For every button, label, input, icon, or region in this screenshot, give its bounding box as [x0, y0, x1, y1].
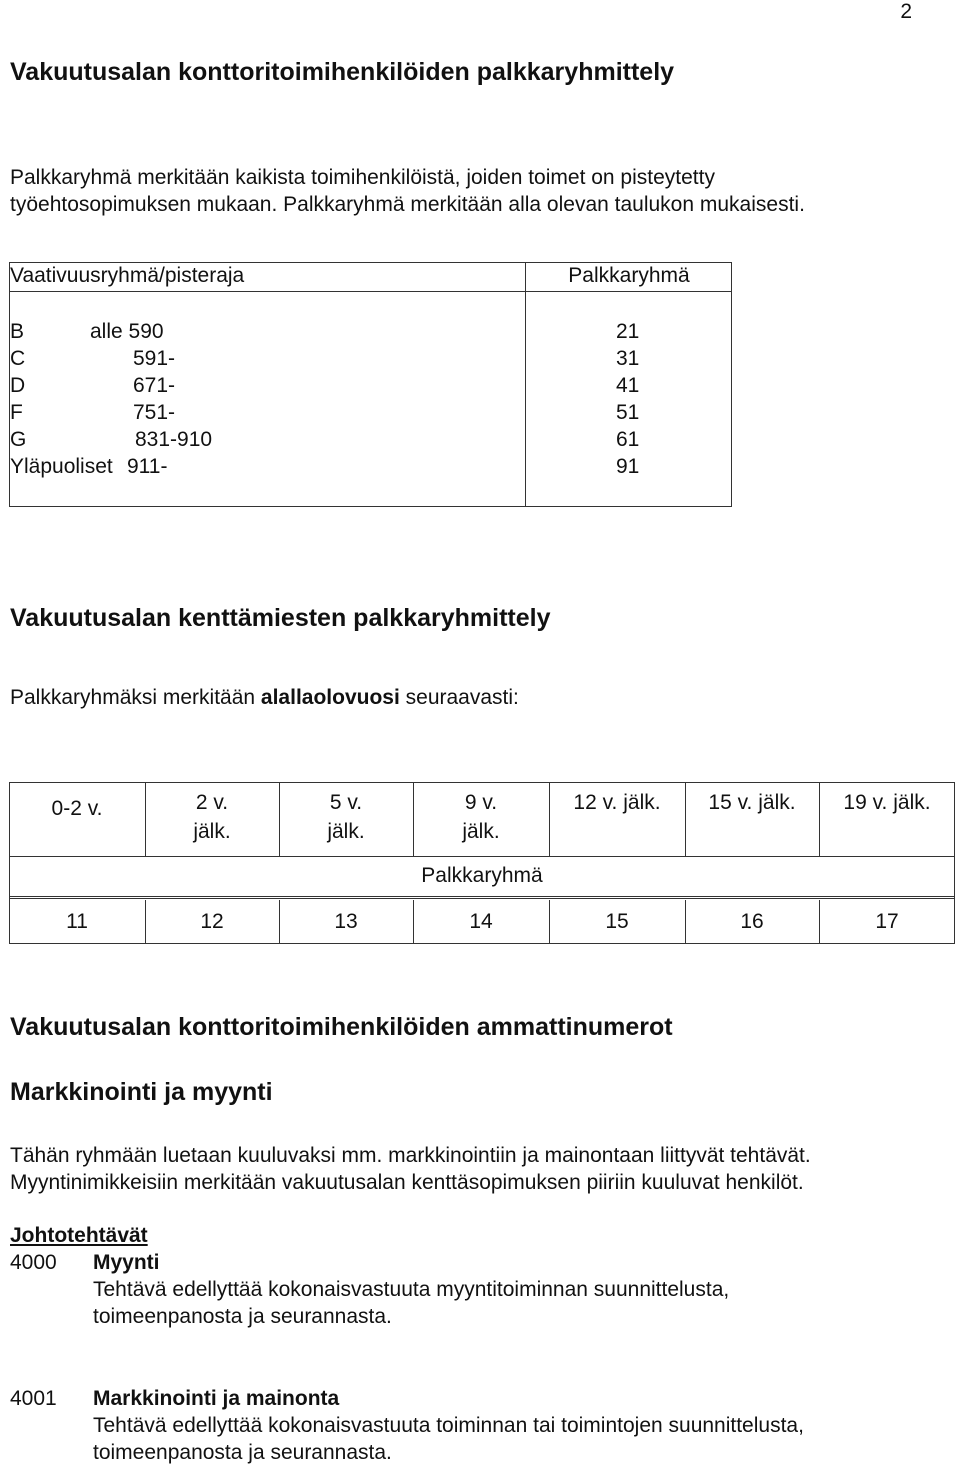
table-header-rule: [10, 291, 731, 292]
description-line: Tähän ryhmään luetaan kuuluvaksi mm. markkinointiin ja mainontaan liittyvät tehtävät.: [10, 1144, 811, 1167]
value-cell: 14: [469, 910, 493, 933]
value-cell: 15: [605, 910, 629, 933]
header-cell: [549, 788, 685, 862]
row-code: C: [10, 347, 26, 370]
row-code: D: [10, 374, 26, 397]
job-body: [93, 1385, 953, 1466]
intro-line: Palkkaryhmä merkitään kaikista toimihenkilöistä, joiden toimet on pisteytetty: [10, 166, 715, 189]
section-title-job-numbers: Vakuutusalan konttoritoimihenkilöiden ammattinumerot: [10, 1013, 673, 1041]
column-rule: [413, 782, 414, 856]
years-to-salary-group-table: [9, 782, 955, 944]
job-description-line: Tehtävä edellyttää kokonaisvastuuta myyntitoiminnan suunnittelusta,: [93, 1278, 730, 1301]
section-title-field-groups: Vakuutusalan kenttämiesten palkkaryhmittely: [10, 604, 551, 632]
header-line: 9 v.: [464, 791, 498, 814]
header-cell: [413, 788, 549, 862]
header-line: 5 v.: [329, 791, 363, 814]
points-to-salary-group-table: [9, 262, 732, 507]
header-line: 12 v. jälk.: [573, 791, 661, 814]
job-description-line: toimeenpanosta ja seurannasta.: [93, 1305, 392, 1328]
intro-bold-term: alallaolovuosi: [260, 686, 400, 709]
value-cell: 17: [875, 910, 899, 933]
job-number: 4000: [10, 1251, 57, 1274]
row-group: 91: [616, 455, 640, 478]
intro-text: Palkkaryhmäksi merkitään: [10, 686, 261, 709]
column-rule: [279, 782, 280, 856]
row-group: 41: [616, 374, 640, 397]
header-line: 15 v. jälk.: [708, 791, 796, 814]
job-description-line: Tehtävä edellyttää kokonaisvastuuta toiminnan tai toimintojen suunnittelusta,: [93, 1414, 804, 1437]
header-cell: [819, 788, 955, 862]
row-points: 671-: [133, 374, 176, 397]
job-title: Myynti: [93, 1251, 160, 1274]
value-cell: 16: [740, 910, 764, 933]
value-cell: 11: [66, 910, 88, 933]
intro-text: seuraavasti:: [399, 686, 519, 709]
header-line: jälk.: [193, 820, 231, 843]
value-cell: 13: [334, 910, 358, 933]
row-points: 911-: [127, 455, 168, 478]
header-cell: [685, 788, 819, 862]
row-group: 51: [616, 401, 640, 424]
row-points: 831-910: [135, 428, 213, 451]
table-divider: [525, 263, 526, 506]
column-rule: [819, 782, 820, 856]
header-line: jälk.: [462, 820, 500, 843]
header-salary-group: Palkkaryhmä: [568, 264, 690, 287]
column-rule: [685, 782, 686, 856]
job-title: Markkinointi ja mainonta: [93, 1387, 340, 1410]
job-number: 4001: [10, 1387, 57, 1410]
row-group: 21: [616, 320, 640, 343]
field-groups-intro: [10, 684, 519, 711]
row-group: 31: [616, 347, 640, 370]
row-points: 591-: [133, 347, 176, 370]
row-points: 751-: [133, 401, 176, 424]
header-cell: [279, 788, 413, 862]
header-line: jälk.: [327, 820, 365, 843]
row-code: B: [10, 320, 25, 343]
section-title-office-groups: Vakuutusalan konttoritoimihenkilöiden palkkaryhmittely: [10, 58, 675, 86]
row-code: G: [10, 428, 27, 451]
job-description-line: toimeenpanosta ja seurannasta.: [93, 1441, 392, 1464]
column-rule: [549, 782, 550, 856]
intro-paragraph: [10, 164, 805, 218]
row-rule: [9, 856, 955, 857]
header-line: 2 v.: [195, 791, 229, 814]
description-line: Myyntinimikkeisiin merkitään vakuutusalan kenttäsopimuksen piiriin kuuluvat henkilöt.: [10, 1171, 804, 1194]
column-rule: [145, 782, 146, 856]
category-heading: Johtotehtävät: [10, 1224, 148, 1247]
row-rule-double: [9, 896, 955, 899]
header-points: Vaativuusryhmä/pisteraja: [10, 264, 245, 287]
marketing-description: [10, 1142, 811, 1196]
middle-label: Palkkaryhmä: [421, 864, 543, 887]
page-number: 2: [900, 0, 912, 23]
header-line: 0-2 v.: [51, 797, 103, 820]
header-cell: [145, 788, 279, 862]
header-line: 19 v. jälk.: [843, 791, 931, 814]
value-cell: 12: [200, 910, 224, 933]
intro-line: työehtosopimuksen mukaan. Palkkaryhmä merkitään alla olevan taulukon mukaisesti.: [10, 193, 805, 216]
row-code: F: [10, 401, 23, 424]
row-points: alle 590: [90, 320, 164, 343]
job-body: [93, 1249, 953, 1330]
row-group: 61: [616, 428, 640, 451]
subtitle-marketing-sales: Markkinointi ja myynti: [10, 1078, 273, 1106]
row-code: Yläpuoliset: [10, 455, 113, 478]
